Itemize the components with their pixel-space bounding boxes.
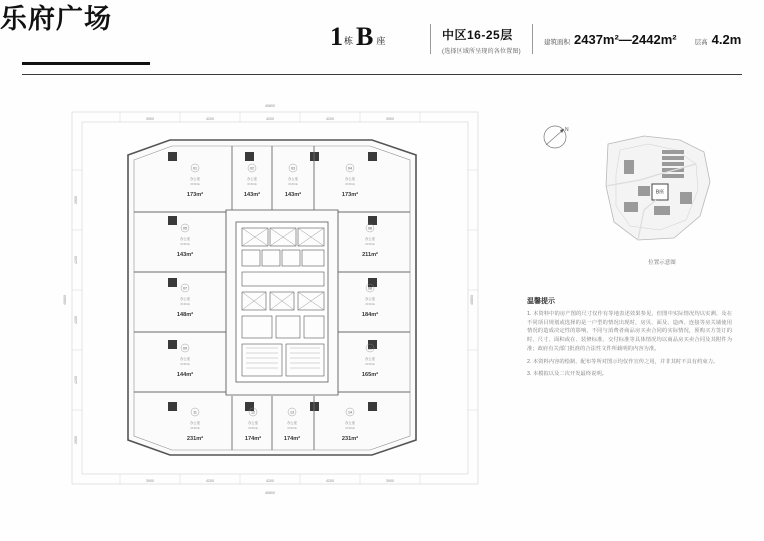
svg-text:3900: 3900 [146, 117, 154, 121]
svg-text:14: 14 [348, 410, 352, 415]
note-item: 1. 本资料中的房产图的尺寸仅作有等地表述效果参见，但图中实际情况均以实测、及在不同项目规划或选择的是一户型的情况出现时，房贝、面及、造西、连接等房关墙使用情况的造成决定性的影响，不同与消费者商品房买卖合同的实际情况，预购买方签订的时，尺寸、面积或在、装修标准、交付标准等具体情况均以商品房买卖合同及其附件为准；政府有关部门批准的合法性文件所载明的内容为准。 [527, 311, 732, 352]
svg-text:4200: 4200 [326, 117, 334, 121]
svg-text:4200: 4200 [326, 479, 334, 483]
svg-text:165m²: 165m² [361, 372, 379, 378]
svg-text:OFFICE: OFFICE [365, 363, 375, 366]
svg-text:办公室: 办公室 [287, 177, 299, 181]
svg-text:40800: 40800 [265, 104, 275, 108]
svg-text:OFFICE: OFFICE [287, 427, 297, 430]
svg-text:OFFICE: OFFICE [180, 303, 190, 306]
svg-text:174m²: 174m² [244, 436, 262, 442]
svg-text:OFFICE: OFFICE [180, 363, 190, 366]
svg-text:173m²: 173m² [341, 192, 359, 198]
svg-text:3900: 3900 [386, 117, 394, 121]
svg-text:184m²: 184m² [361, 312, 379, 318]
building-metrics [544, 32, 741, 47]
svg-text:OFFICE: OFFICE [180, 243, 190, 246]
svg-text:N: N [565, 127, 569, 133]
header-divider-1 [430, 24, 431, 54]
svg-text:OFFICE: OFFICE [190, 427, 200, 430]
sitemap-caption: 位置示意图 [648, 260, 676, 266]
building-identifier [330, 24, 385, 50]
svg-text:办公室: 办公室 [364, 237, 376, 241]
svg-text:3900: 3900 [386, 479, 394, 483]
svg-text:OFFICE: OFFICE [365, 303, 375, 306]
svg-text:办公室: 办公室 [364, 297, 376, 301]
svg-text:12: 12 [251, 410, 255, 415]
svg-text:4200: 4200 [266, 117, 274, 121]
height-label: 层高 [694, 39, 708, 46]
svg-text:08: 08 [368, 286, 372, 291]
svg-text:07: 07 [183, 286, 187, 291]
svg-text:144m²: 144m² [176, 372, 194, 378]
height-value: 4.2m [711, 32, 742, 47]
floor-plan-drawing [60, 100, 500, 500]
svg-text:办公室: 办公室 [189, 177, 201, 181]
svg-text:143m²: 143m² [284, 192, 302, 198]
svg-text:办公室: 办公室 [189, 421, 201, 425]
building-unit-label: 栋 [344, 36, 354, 46]
svg-text:OFFICE: OFFICE [247, 183, 257, 186]
svg-text:办公室: 办公室 [179, 297, 191, 301]
logo-underline [22, 62, 150, 65]
svg-text:211m²: 211m² [362, 252, 378, 258]
disclaimer-notes [527, 296, 732, 383]
svg-text:OFFICE: OFFICE [288, 183, 298, 186]
project-logo: 乐府广场 [0, 4, 112, 34]
svg-text:办公室: 办公室 [247, 421, 259, 425]
svg-text:40800: 40800 [63, 295, 67, 305]
building-number: 1 [330, 22, 343, 51]
svg-text:3900: 3900 [74, 196, 78, 204]
svg-text:148m²: 148m² [176, 312, 194, 318]
note-item: 2. 本资料内容的绘制、配布等所对图示均仅作宣传之用，并非其时不具有约束力。 [527, 358, 719, 365]
svg-text:办公室: 办公室 [344, 177, 356, 181]
svg-text:4200: 4200 [74, 316, 78, 324]
site-map [600, 130, 718, 248]
svg-text:40800: 40800 [265, 491, 275, 495]
zone-title: 中区16-25层 [442, 28, 513, 42]
svg-text:01: 01 [193, 166, 197, 171]
building-letter: B [356, 22, 374, 51]
svg-text:03: 03 [291, 166, 295, 171]
header-divider-2 [532, 24, 533, 54]
svg-text:05: 05 [183, 226, 187, 231]
svg-text:174m²: 174m² [283, 436, 301, 442]
svg-text:办公室: 办公室 [364, 357, 376, 361]
svg-text:40800: 40800 [470, 295, 474, 305]
svg-text:173m²: 173m² [186, 192, 204, 198]
zone-info [442, 26, 521, 55]
svg-text:04: 04 [348, 166, 352, 171]
svg-text:02: 02 [250, 166, 254, 171]
svg-text:13: 13 [290, 410, 294, 415]
svg-text:231m²: 231m² [186, 436, 204, 442]
svg-text:4200: 4200 [206, 479, 214, 483]
svg-text:OFFICE: OFFICE [345, 183, 355, 186]
svg-text:办公室: 办公室 [179, 237, 191, 241]
svg-text:办公室: 办公室 [246, 177, 258, 181]
svg-text:4200: 4200 [74, 256, 78, 264]
svg-text:3900: 3900 [146, 479, 154, 483]
svg-text:OFFICE: OFFICE [190, 183, 200, 186]
svg-text:OFFICE: OFFICE [248, 427, 258, 430]
zone-subtitle: (选择区域所呈现的各位置图) [442, 49, 521, 55]
notes-title: 温馨提示 [527, 298, 555, 305]
svg-text:4200: 4200 [74, 376, 78, 384]
svg-text:4200: 4200 [266, 479, 274, 483]
svg-text:231m²: 231m² [341, 436, 359, 442]
building-seat-label: 座 [376, 36, 386, 46]
svg-text:3900: 3900 [74, 436, 78, 444]
svg-text:办公室: 办公室 [344, 421, 356, 425]
svg-text:09: 09 [183, 346, 187, 351]
area-value: 2437m²—2442m² [574, 32, 677, 47]
svg-text:OFFICE: OFFICE [345, 427, 355, 430]
svg-text:办公室: 办公室 [179, 357, 191, 361]
svg-text:办公室: 办公室 [286, 421, 298, 425]
svg-text:06: 06 [368, 226, 372, 231]
svg-text:143m²: 143m² [243, 192, 261, 198]
svg-text:11: 11 [193, 410, 197, 415]
compass-icon [540, 122, 570, 152]
area-label: 建筑面积 [544, 39, 570, 46]
svg-text:10: 10 [368, 346, 372, 351]
svg-text:4200: 4200 [206, 117, 214, 121]
note-item: 3. 本模拟以及二次开发最终说明。 [527, 371, 608, 378]
svg-text:OFFICE: OFFICE [365, 243, 375, 246]
svg-text:143m²: 143m² [176, 252, 194, 258]
sitemap-marker-label: B座 [655, 189, 665, 196]
